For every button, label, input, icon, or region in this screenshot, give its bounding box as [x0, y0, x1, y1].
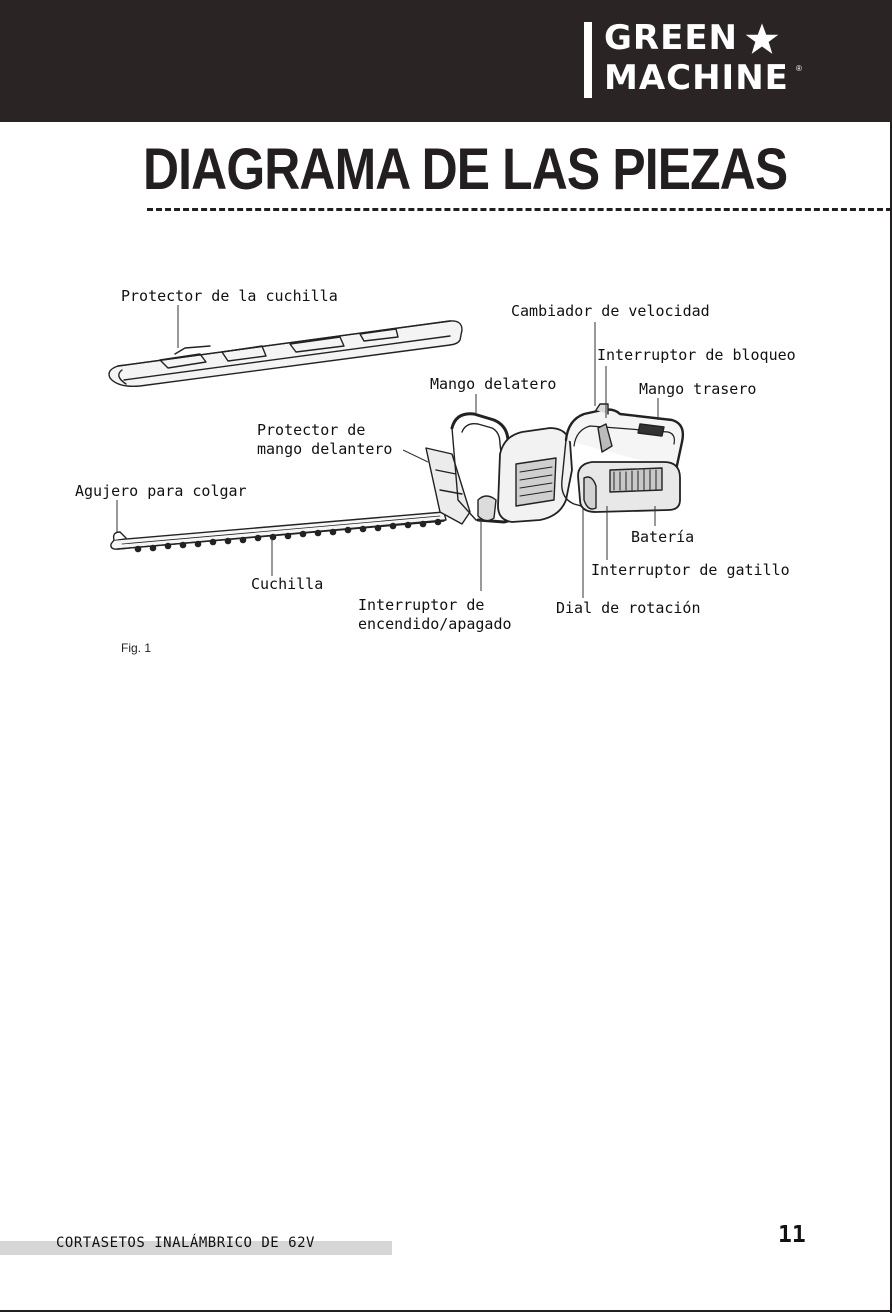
page-title: DIAGRAMA DE LAS PIEZAS	[143, 137, 788, 202]
blade-guard-drawing	[109, 321, 462, 386]
label-blade-guard: Protector de la cuchilla	[121, 287, 338, 305]
label-speed-changer: Cambiador de velocidad	[511, 302, 710, 320]
label-front-handle: Mango delatero	[430, 375, 557, 393]
label-rotation-dial: Dial de rotación	[556, 599, 701, 617]
blade-drawing	[111, 512, 446, 549]
battery-drawing	[578, 462, 680, 512]
label-front-handle-guard-1: Protector de	[257, 421, 366, 439]
star-icon	[744, 22, 780, 56]
bottom-rule	[0, 1310, 892, 1312]
logo-line-2: MACHINE	[604, 58, 789, 98]
page-number: 11	[778, 1222, 806, 1248]
label-power-switch-1: Interruptor de	[358, 596, 485, 614]
label-trigger-switch: Interruptor de gatillo	[591, 561, 790, 579]
figure-caption: Fig. 1	[121, 641, 152, 655]
motor-body-drawing	[478, 428, 572, 522]
label-rear-handle: Mango trasero	[639, 380, 757, 398]
label-lock-switch: Interruptor de bloqueo	[597, 346, 796, 364]
title-divider	[147, 208, 892, 211]
label-front-handle-guard-2: mango delantero	[257, 440, 393, 458]
registered-mark: ®	[796, 64, 802, 73]
label-blade: Cuchilla	[251, 575, 324, 593]
logo-line-1: GREEN	[604, 18, 738, 58]
brand-logo	[584, 20, 814, 100]
label-power-switch-2: encendido/apagado	[358, 615, 512, 633]
logo-bar	[584, 22, 592, 98]
header-bar	[0, 0, 892, 122]
label-hanging-hole: Agujero para colgar	[75, 482, 247, 500]
label-battery: Batería	[631, 528, 695, 546]
footer-product-name: CORTASETOS INALÁMBRICO DE 62V	[56, 1235, 315, 1251]
